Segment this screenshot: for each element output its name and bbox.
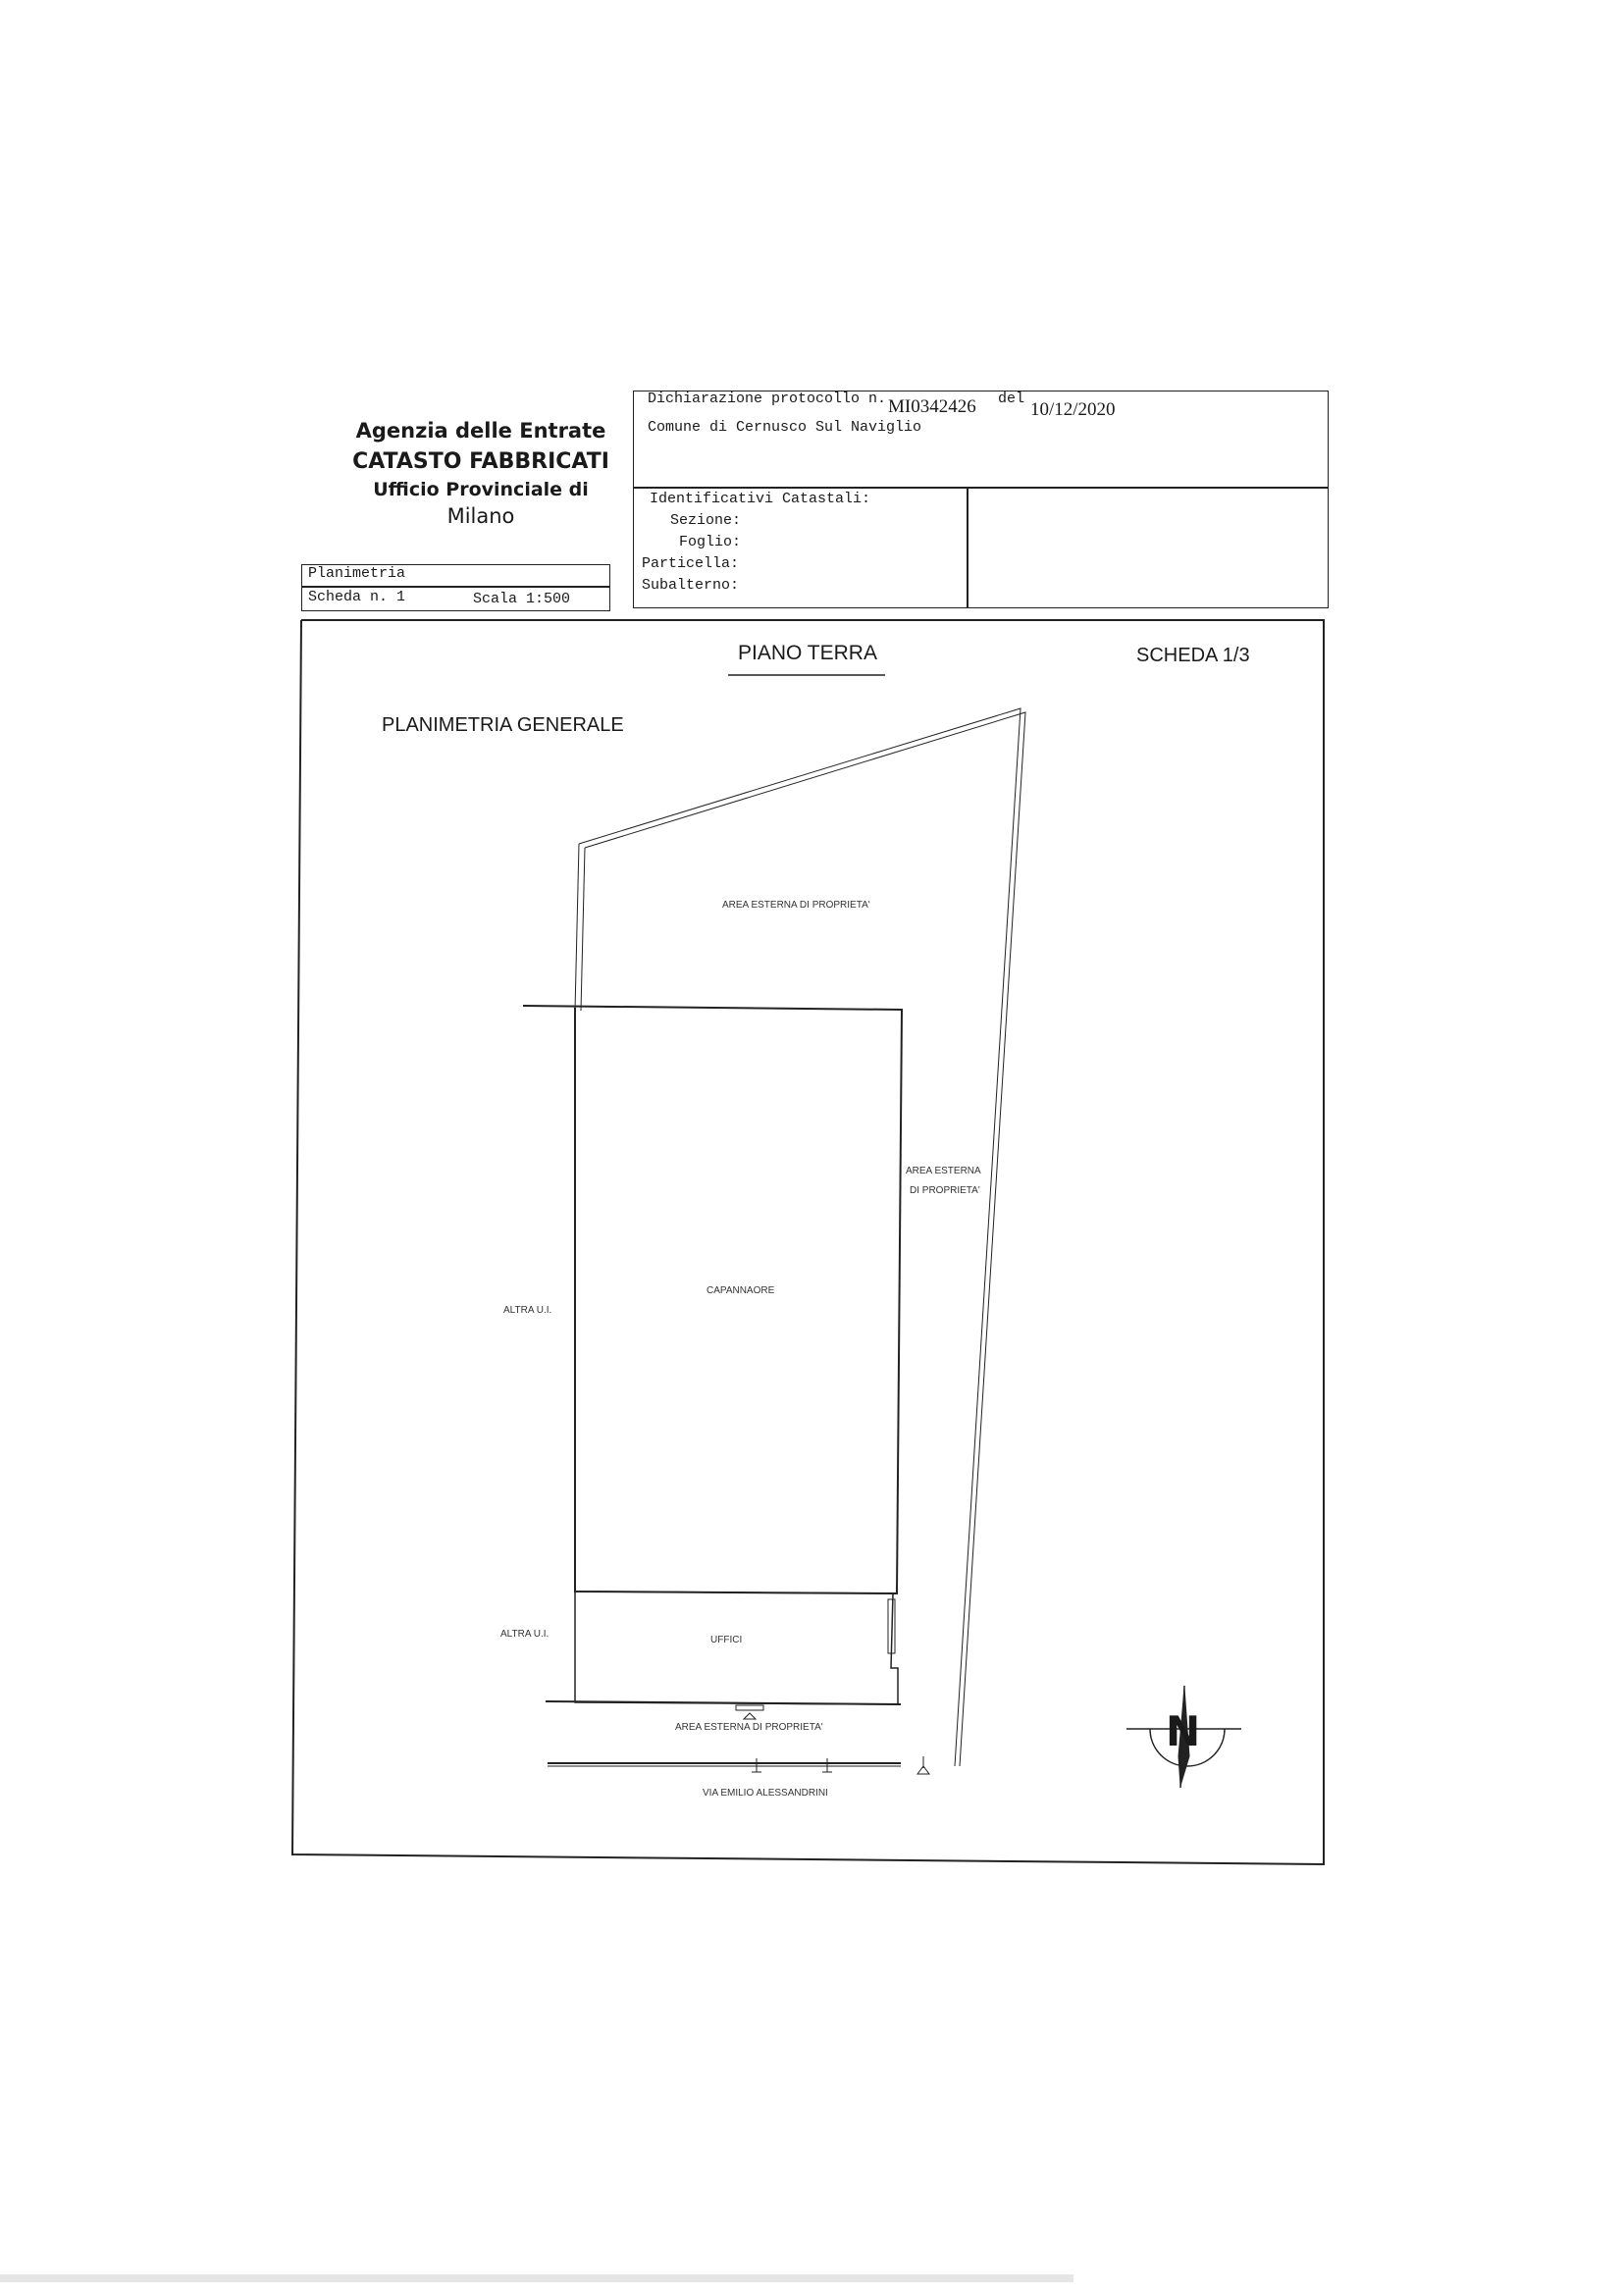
agency-name: Agenzia delle Entrate [355, 419, 606, 443]
sezione-label: Sezione: [670, 512, 742, 529]
street-label: VIA EMILIO ALESSANDRINI [703, 1788, 828, 1799]
area-bottom-label: AREA ESTERNA DI PROPRIETA' [675, 1722, 823, 1733]
scheda-label: Scheda n. 1 [308, 589, 406, 605]
agency-office: Ufficio Provinciale di [373, 479, 589, 500]
scan-artifact [0, 2274, 1073, 2282]
protocol-number: MI0342426 [888, 396, 976, 417]
offices-label: UFFICI [710, 1635, 743, 1645]
warehouse-office-divider [575, 1592, 897, 1593]
warehouse-label: CAPANNAORE [707, 1285, 775, 1296]
foglio-label: Foglio: [679, 534, 742, 550]
property-boundary [579, 708, 1021, 1766]
frame-border [292, 620, 1324, 1864]
entrance-mark [736, 1705, 763, 1710]
area-top-label: AREA ESTERNA DI PROPRIETA' [722, 900, 870, 911]
gate-marker-3 [917, 1756, 929, 1774]
scala-label: Scala 1:500 [473, 591, 571, 607]
area-side-label-2: DI PROPRIETA' [910, 1185, 980, 1196]
property-boundary-west-inner [581, 848, 585, 1011]
gate-marker-1 [752, 1758, 761, 1772]
planimetria-label: Planimetria [308, 565, 406, 582]
other-unit-label-2: ALTRA U.I. [500, 1629, 550, 1640]
identifiers-title: Identificativi Catastali: [650, 491, 871, 507]
protocol-label: Dichiarazione protocollo n. [648, 391, 887, 407]
sheet-number: SCHEDA 1/3 [1136, 645, 1250, 666]
area-side-label-1: AREA ESTERNA [906, 1166, 981, 1176]
drawing-title: PLANIMETRIA GENERALE [382, 714, 624, 736]
property-boundary-west [575, 844, 579, 1011]
agency-city: Milano [446, 504, 515, 528]
entrance-arrow [744, 1713, 756, 1719]
property-boundary-inner [585, 712, 1025, 1766]
floor-label: PIANO TERRA [738, 642, 877, 664]
gate-marker-2 [822, 1758, 832, 1772]
comune: Comune di Cernusco Sul Naviglio [648, 419, 922, 436]
office-outline [575, 1592, 898, 1704]
warehouse-outline [575, 1008, 902, 1593]
subalterno-label: Subalterno: [642, 577, 740, 594]
other-unit-label-1: ALTRA U.I. [503, 1305, 552, 1316]
particella-label: Particella: [642, 555, 740, 572]
boundary-line-top [523, 1006, 903, 1010]
date-label: del [998, 391, 1025, 407]
declaration-date: 10/12/2020 [1030, 399, 1116, 420]
north-label: N [1166, 1707, 1201, 1755]
agency-department: CATASTO FABBRICATI [352, 449, 609, 474]
